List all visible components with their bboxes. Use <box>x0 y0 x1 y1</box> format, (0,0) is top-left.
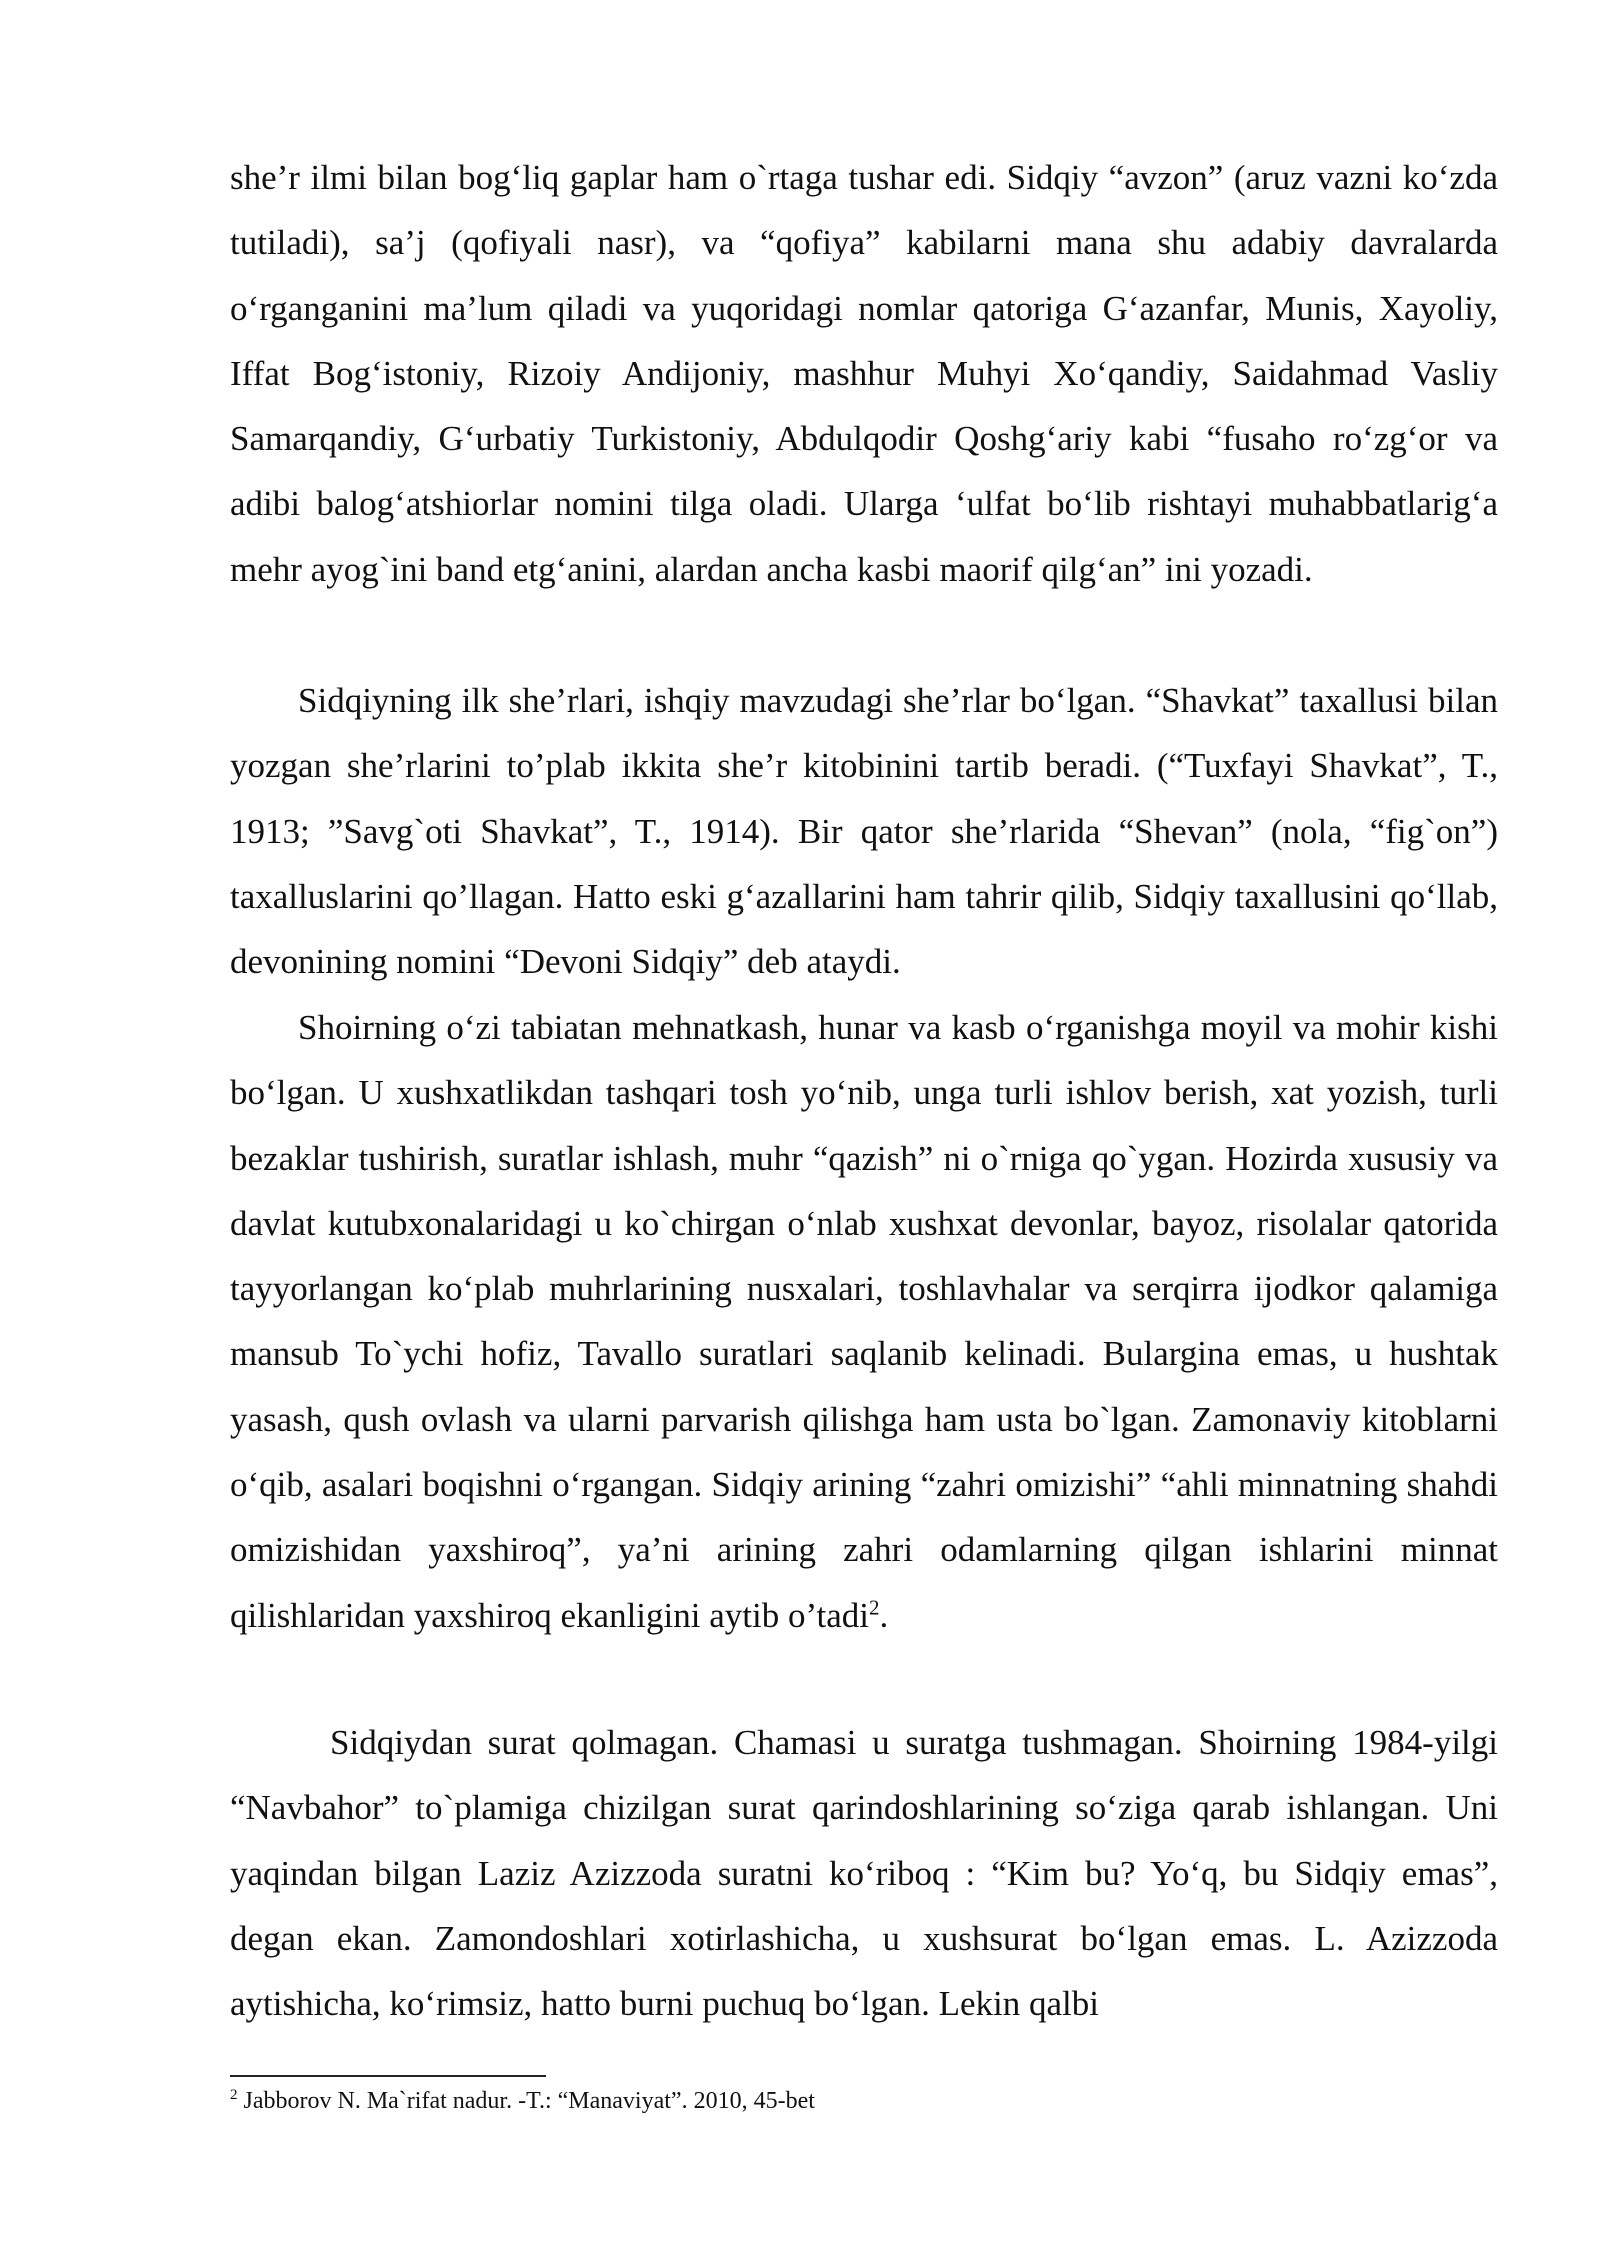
paragraph-1: she’r ilmi bilan bog‘liq gaplar ham o`rtaga tushar edi. Sidqiy “avzon” (aruz vazni ko‘zda tutiladi), sa’j (qofiyali nasr), va “qofiya” kabilarni mana shu adabiy davralarda o‘rganganini ma’lum qiladi va yuqoridagi nomlar qatoriga G‘azanfar, Munis, Xayoliy, Iffat Bog‘istoniy, Rizoiy Andijoniy, mashhur Muhyi Xo‘qandiy, Saidahmad Vasliy Samarqandiy, G‘urbatiy Turkistoniy, Abdulqodir Qoshg‘ariy kabi “fusaho ro‘zg‘or va adibi balog‘atshiorlar nomini tilga oladi. Ularga ‘ulfat bo‘lib rishtayi muhabbatlarig‘a mehr ayog`ini band etg‘anini, alardan ancha kasbi maorif qilg‘an” ini yozadi. <box>230 158 1498 589</box>
footnote-number: 2 <box>230 2087 238 2103</box>
paragraph-3-end: . <box>879 1595 889 1635</box>
footnote-text: Jabborov N. Ma`rifat nadur. -T.: “Manaviyat”. 2010, 45-bet <box>237 2088 815 2114</box>
paragraph-2: Sidqiyning ilk she’rlari, ishqiy mavzudagi she’rlar bo‘lgan. “Shavkat” taxallusi bilan yozgan she’rlarini to’plab ikkita she’r kitobinini tartib beradi. (“Tuxfayi Shavkat”, T., 1913; ”Savg`oti Shavkat”, T., 1914). Bir qator she’rlarida “Shevan” (nola, “fig`on”) taxalluslarini qo’llagan. Hatto eski g‘azallarini ham tahrir qilib, Sidqiy taxallusini qo‘llab, devonining nomini “Devoni Sidqiy” deb ataydi. <box>230 681 1498 982</box>
paragraph-4: Sidqiydan surat qolmagan. Chamasi u suratga tushmagan. Shoirning 1984-yilgi “Navbahor” to`plamiga chizilgan surat qarindoshlarining so‘ziga qarab ishlangan. Uni yaqindan bilgan Laziz Azizzoda suratni ko‘riboq : “Kim bu? Yo‘q, bu Sidqiy emas”, degan ekan. Zamondoshlari xotirlashicha, u xushsurat bo‘lgan emas. L. Azizzoda aytishicha, ko‘rimsiz, hatto burni puchuq bo‘lgan. Lekin qalbi <box>230 1723 1498 2024</box>
footnote <box>230 2086 1498 2116</box>
footnote-reference: 2 <box>868 1595 880 1620</box>
paragraph-3 <box>230 995 1498 1648</box>
paragraph-3-text: Shoirning o‘zi tabiatan mehnatkash, hunar va kasb o‘rganishga moyil va mohir kishi bo‘lgan. U xushxatlikdan tashqari tosh yo‘nib, unga turli ishlov berish, xat yozish, turli bezaklar tushirish, suratlar ishlash, muhr “qazish” ni o`rniga qo`ygan. Hozirda xususiy va davlat kutubxonalaridagi u ko`chirgan o‘nlab xushxat devonlar, bayoz, risolalar qatorida tayyorlangan ko‘plab muhrlarining nusxalari, toshlavhalar va serqirra ijodkor qalamiga mansub To`ychi hofiz, Tavallo suratlari saqlanib kelinadi. Bulargina emas, u hushtak yasash, qush ovlash va ularni parvarish qilishga ham usta bo`lgan. Zamonaviy kitoblarni o‘qib, asalari boqishni o‘rgangan. Sidqiy arining “zahri omizishi” “ahli minnatning shahdi omizishidan yaxshiroq”, ya’ni arining zahri odamlarning qilgan ishlarini minnat qilishlaridan yaxshiroq ekanligini aytib o’tadi <box>230 1008 1498 1635</box>
footnote-separator <box>230 2075 546 2077</box>
